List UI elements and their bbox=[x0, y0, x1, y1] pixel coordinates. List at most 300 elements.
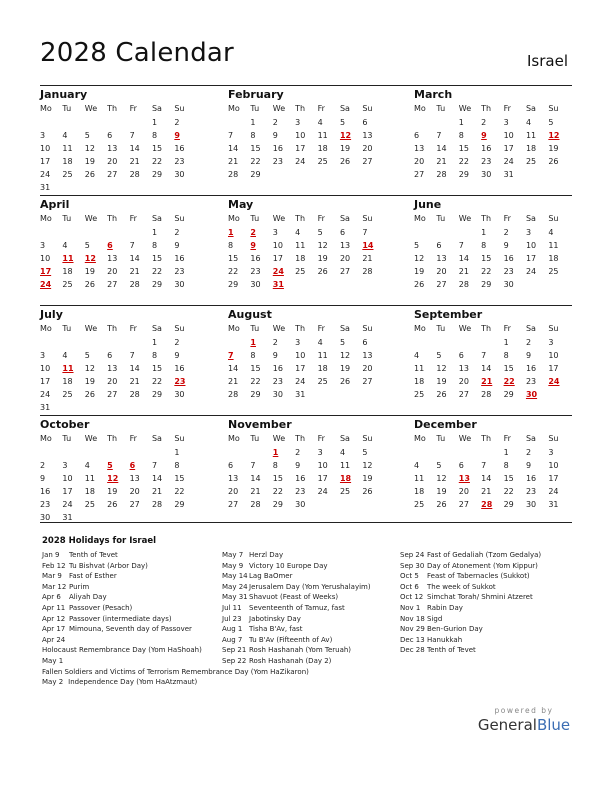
day-cell: 18 bbox=[317, 364, 328, 374]
day-cell: 24 bbox=[525, 267, 537, 277]
day-cell: 29 bbox=[503, 500, 514, 510]
day-cell: 30 bbox=[272, 390, 283, 400]
day-cell: 5 bbox=[436, 351, 442, 361]
day-cell: 16 bbox=[503, 254, 514, 264]
weekday-header: Fr bbox=[503, 104, 511, 113]
weekday-header: Th bbox=[481, 434, 492, 443]
empty-cell bbox=[340, 388, 362, 401]
weekday-header: Mo bbox=[414, 434, 426, 443]
empty-cell bbox=[107, 226, 129, 239]
day-cell: 29 bbox=[481, 280, 492, 290]
weekday-header: We bbox=[458, 104, 472, 113]
holiday-date: Dec 28 bbox=[400, 646, 425, 655]
day-cell: 17 bbox=[295, 364, 306, 374]
weekday-header: Su bbox=[548, 324, 559, 333]
day-cell: 7 bbox=[228, 131, 234, 141]
day-cell: 2 bbox=[272, 118, 278, 127]
empty-cell bbox=[340, 168, 362, 181]
day-cell: 22 bbox=[503, 487, 514, 497]
weekday-header: Sa bbox=[525, 434, 536, 443]
day-cell: 7 bbox=[151, 461, 158, 471]
holiday-day-cell: 9 bbox=[481, 131, 487, 141]
holiday-item bbox=[222, 656, 398, 667]
weekday-header: We bbox=[272, 434, 286, 443]
holiday-day-cell: 11 bbox=[62, 254, 74, 264]
empty-cell bbox=[152, 401, 174, 414]
weekday-header: We bbox=[84, 104, 98, 113]
day-cell: 22 bbox=[151, 377, 163, 387]
divider bbox=[40, 415, 572, 416]
holiday-date: Sep 21 bbox=[222, 646, 247, 655]
day-cell: 27 bbox=[436, 280, 447, 290]
day-cell: 2 bbox=[40, 461, 46, 471]
day-cell: 3 bbox=[272, 228, 278, 237]
day-cell: 27 bbox=[107, 280, 118, 290]
day-cell: 9 bbox=[525, 461, 532, 471]
empty-cell bbox=[62, 336, 84, 349]
empty-cell bbox=[362, 498, 384, 511]
weekday-header: Mo bbox=[228, 434, 240, 443]
month-name: August bbox=[228, 308, 272, 321]
empty-cell bbox=[228, 446, 250, 459]
day-cell: 30 bbox=[295, 500, 306, 510]
weekday-header: Mo bbox=[40, 434, 52, 443]
day-cell: 26 bbox=[84, 280, 95, 290]
day-cell: 23 bbox=[174, 157, 185, 167]
holiday-item bbox=[42, 603, 218, 614]
holiday-date: May 24 bbox=[222, 582, 248, 591]
day-cell: 26 bbox=[107, 500, 118, 510]
day-cell: 27 bbox=[228, 500, 239, 510]
empty-cell bbox=[40, 336, 62, 349]
day-cell: 11 bbox=[62, 144, 73, 154]
day-cell: 12 bbox=[362, 461, 373, 471]
day-cell: 3 bbox=[295, 338, 301, 347]
day-cell: 31 bbox=[40, 403, 51, 413]
day-cell: 27 bbox=[339, 267, 351, 277]
day-cell: 26 bbox=[339, 157, 351, 167]
day-cell: 5 bbox=[317, 228, 323, 237]
month-name: January bbox=[40, 88, 88, 101]
holiday-item bbox=[42, 592, 218, 603]
month-december bbox=[414, 417, 574, 511]
empty-cell bbox=[130, 401, 152, 414]
day-cell: 6 bbox=[414, 131, 420, 141]
empty-cell bbox=[295, 168, 317, 181]
holiday-name: Jerusalem Day (Yom Yerushalayim) bbox=[249, 582, 371, 591]
day-cell: 25 bbox=[62, 170, 73, 180]
weekday-header: Sa bbox=[151, 214, 162, 223]
day-cell: 26 bbox=[84, 170, 95, 180]
day-cell: 26 bbox=[362, 487, 373, 497]
empty-cell bbox=[85, 401, 107, 414]
day-cell: 6 bbox=[458, 461, 464, 471]
day-cell: 1 bbox=[174, 448, 180, 457]
weekday-header: Fr bbox=[317, 104, 325, 113]
empty-cell bbox=[340, 498, 362, 511]
month-april bbox=[40, 197, 200, 291]
holiday-day-cell: 12 bbox=[339, 131, 352, 141]
month-july bbox=[40, 307, 200, 415]
day-cell: 24 bbox=[317, 487, 328, 497]
day-cell: 8 bbox=[503, 351, 509, 361]
day-cell: 19 bbox=[436, 377, 447, 387]
day-cell: 30 bbox=[525, 500, 537, 510]
generalblue-logo[interactable] bbox=[474, 706, 574, 734]
day-cell: 30 bbox=[481, 170, 492, 180]
day-cell: 13 bbox=[129, 474, 140, 484]
day-cell: 9 bbox=[272, 131, 278, 141]
holiday-name: Fast of Esther bbox=[69, 572, 117, 581]
weekday-header: Su bbox=[362, 434, 373, 443]
holiday-day-cell: 31 bbox=[272, 280, 284, 290]
holiday-name: Tu Bishvat (Arbor Day) bbox=[69, 561, 148, 570]
day-cell: 30 bbox=[174, 390, 185, 400]
weekday-header: Fr bbox=[129, 104, 137, 113]
day-cell: 9 bbox=[40, 474, 46, 484]
day-cell: 30 bbox=[40, 513, 51, 523]
day-cell: 23 bbox=[250, 267, 261, 277]
weekday-header: Mo bbox=[40, 214, 52, 223]
day-cell: 15 bbox=[250, 364, 261, 374]
day-cell: 9 bbox=[503, 241, 509, 251]
weekday-header: Su bbox=[174, 104, 185, 113]
day-cell: 25 bbox=[548, 267, 559, 277]
weekday-header: Su bbox=[362, 324, 373, 333]
day-cell: 24 bbox=[295, 157, 306, 167]
holiday-date: Oct 5 bbox=[400, 572, 419, 581]
weekday-header: Su bbox=[548, 104, 559, 113]
day-cell: 29 bbox=[250, 170, 261, 180]
holiday-item bbox=[222, 645, 398, 656]
day-cell: 25 bbox=[414, 390, 425, 400]
holiday-item bbox=[400, 592, 572, 603]
empty-cell bbox=[152, 446, 174, 459]
empty-cell bbox=[340, 278, 362, 291]
brand-name-part2: Blue bbox=[536, 716, 571, 734]
empty-cell bbox=[107, 336, 129, 349]
holiday-day-cell: 6 bbox=[107, 241, 113, 251]
day-cell: 8 bbox=[228, 241, 234, 251]
day-cell: 27 bbox=[107, 170, 118, 180]
empty-cell bbox=[436, 446, 458, 459]
weekday-header: Sa bbox=[339, 214, 350, 223]
day-cell: 14 bbox=[458, 254, 469, 264]
day-cell: 18 bbox=[414, 487, 425, 497]
day-cell: 31 bbox=[40, 183, 51, 193]
day-cell: 18 bbox=[295, 254, 306, 264]
weekday-header: We bbox=[272, 324, 286, 333]
day-cell: 6 bbox=[339, 228, 346, 237]
day-cell: 15 bbox=[458, 144, 469, 154]
day-cell: 17 bbox=[272, 254, 283, 264]
day-cell: 29 bbox=[250, 390, 261, 400]
holiday-name: Rosh Hashanah (Yom Teruah) bbox=[249, 646, 352, 655]
day-cell: 7 bbox=[250, 461, 256, 471]
day-cell: 16 bbox=[174, 144, 185, 154]
day-cell: 18 bbox=[62, 267, 73, 277]
day-cell: 20 bbox=[362, 364, 373, 374]
day-cell: 26 bbox=[548, 157, 559, 167]
day-cell: 12 bbox=[436, 474, 447, 484]
day-cell: 5 bbox=[339, 118, 346, 127]
day-cell: 25 bbox=[62, 280, 73, 290]
day-cell: 12 bbox=[414, 254, 425, 264]
day-cell: 18 bbox=[62, 157, 73, 167]
weekday-header: Tu bbox=[62, 434, 72, 443]
weekday-header: We bbox=[458, 324, 472, 333]
day-cell: 31 bbox=[548, 500, 559, 510]
holiday-name: Mimouna, Seventh day of Passover bbox=[69, 625, 192, 634]
holiday-item bbox=[42, 614, 218, 625]
day-cell: 23 bbox=[503, 267, 514, 277]
day-cell: 2 bbox=[481, 118, 487, 127]
day-cell: 21 bbox=[151, 487, 163, 497]
weekday-header: Mo bbox=[40, 104, 52, 113]
day-cell: 12 bbox=[84, 144, 95, 154]
day-cell: 14 bbox=[228, 144, 239, 154]
day-cell: 19 bbox=[339, 144, 351, 154]
day-cell: 2 bbox=[174, 228, 180, 237]
day-cell: 14 bbox=[250, 474, 261, 484]
day-cell: 3 bbox=[548, 448, 554, 457]
holiday-name: Day of Atonement (Yom Kippur) bbox=[427, 561, 538, 570]
holiday-item bbox=[400, 550, 572, 561]
holiday-item bbox=[222, 603, 398, 614]
day-cell: 25 bbox=[525, 157, 537, 167]
holiday-date: Apr 17 bbox=[42, 625, 66, 634]
day-cell: 3 bbox=[525, 228, 532, 237]
day-cell: 9 bbox=[174, 351, 180, 361]
holiday-date: May 31 bbox=[222, 593, 248, 602]
holiday-item bbox=[42, 550, 218, 561]
weekday-header: Tu bbox=[250, 104, 260, 113]
weekday-header: Tu bbox=[62, 324, 72, 333]
day-cell: 18 bbox=[317, 144, 328, 154]
weekday-header: Th bbox=[481, 214, 492, 223]
day-cell: 14 bbox=[436, 144, 447, 154]
day-cell: 25 bbox=[339, 487, 351, 497]
weekday-header: Th bbox=[295, 214, 306, 223]
day-cell: 3 bbox=[317, 448, 323, 457]
empty-cell bbox=[250, 446, 272, 459]
day-cell: 26 bbox=[436, 390, 447, 400]
day-cell: 30 bbox=[174, 170, 185, 180]
weekday-header: Mo bbox=[414, 104, 426, 113]
empty-cell bbox=[130, 446, 152, 459]
day-cell: 21 bbox=[481, 487, 492, 497]
day-cell: 25 bbox=[317, 377, 328, 387]
holiday-name: Aliyah Day bbox=[69, 593, 107, 602]
day-cell: 23 bbox=[481, 157, 492, 167]
holiday-item bbox=[222, 624, 398, 635]
day-cell: 15 bbox=[250, 144, 261, 154]
month-name: December bbox=[414, 418, 477, 431]
day-cell: 30 bbox=[250, 280, 261, 290]
day-cell: 20 bbox=[458, 487, 469, 497]
holiday-day-cell: 13 bbox=[458, 474, 470, 484]
empty-cell bbox=[481, 446, 503, 459]
weekday-header: Tu bbox=[62, 104, 72, 113]
empty-cell bbox=[526, 168, 548, 181]
empty-cell bbox=[130, 511, 152, 524]
empty-cell bbox=[85, 336, 107, 349]
day-cell: 16 bbox=[272, 364, 283, 374]
weekday-header: We bbox=[84, 324, 98, 333]
powered-by-text: powered by bbox=[494, 706, 554, 715]
day-cell: 31 bbox=[295, 390, 306, 400]
month-name: March bbox=[414, 88, 453, 101]
empty-cell bbox=[228, 116, 250, 129]
holiday-date: Jan 9 bbox=[42, 551, 60, 559]
day-cell: 22 bbox=[151, 267, 163, 277]
empty-cell bbox=[85, 511, 107, 524]
day-cell: 19 bbox=[317, 254, 328, 264]
month-grid bbox=[40, 212, 200, 291]
day-cell: 5 bbox=[84, 351, 90, 361]
day-cell: 5 bbox=[84, 131, 90, 141]
day-cell: 4 bbox=[317, 118, 323, 127]
day-cell: 3 bbox=[548, 338, 554, 347]
day-cell: 23 bbox=[525, 377, 537, 387]
month-grid bbox=[414, 102, 574, 181]
month-name: October bbox=[40, 418, 90, 431]
day-cell: 2 bbox=[295, 448, 301, 457]
empty-cell bbox=[414, 336, 436, 349]
weekday-header: Sa bbox=[339, 324, 350, 333]
holiday-item bbox=[42, 561, 218, 572]
day-cell: 11 bbox=[295, 241, 306, 251]
holiday-day-cell: 28 bbox=[481, 500, 493, 510]
day-cell: 21 bbox=[129, 157, 140, 167]
empty-cell bbox=[62, 446, 84, 459]
day-cell: 27 bbox=[107, 390, 118, 400]
day-cell: 4 bbox=[62, 131, 68, 141]
weekday-header: Th bbox=[295, 434, 306, 443]
day-cell: 1 bbox=[458, 118, 464, 127]
holiday-date: May 1 bbox=[42, 656, 64, 665]
holiday-date: Jul 11 bbox=[222, 603, 242, 612]
day-cell: 6 bbox=[107, 131, 113, 141]
weekday-header: Tu bbox=[436, 104, 446, 113]
holiday-date: Aug 7 bbox=[222, 635, 243, 644]
day-cell: 13 bbox=[362, 131, 373, 141]
day-cell: 17 bbox=[503, 144, 514, 154]
day-cell: 6 bbox=[362, 338, 368, 347]
day-cell: 16 bbox=[40, 487, 51, 497]
weekday-header: Fr bbox=[129, 214, 137, 223]
day-cell: 24 bbox=[503, 157, 514, 167]
holiday-date: Apr 6 bbox=[42, 593, 61, 602]
empty-cell bbox=[130, 181, 152, 194]
day-cell: 13 bbox=[362, 351, 373, 361]
holiday-date: Apr 11 bbox=[42, 603, 66, 612]
day-cell: 23 bbox=[272, 377, 283, 387]
day-cell: 7 bbox=[481, 351, 487, 361]
day-cell: 8 bbox=[272, 461, 278, 471]
holiday-date: May 14 bbox=[222, 572, 248, 581]
day-cell: 4 bbox=[84, 461, 90, 471]
day-cell: 25 bbox=[414, 500, 425, 510]
empty-cell bbox=[548, 388, 570, 401]
day-cell: 28 bbox=[151, 500, 163, 510]
day-cell: 21 bbox=[228, 157, 239, 167]
empty-cell bbox=[152, 511, 174, 524]
weekday-header: Th bbox=[107, 324, 118, 333]
day-cell: 30 bbox=[503, 280, 514, 290]
weekday-header: Tu bbox=[250, 324, 260, 333]
day-cell: 21 bbox=[228, 377, 239, 387]
day-cell: 20 bbox=[107, 157, 118, 167]
empty-cell bbox=[318, 388, 340, 401]
day-cell: 7 bbox=[129, 351, 135, 361]
day-cell: 20 bbox=[107, 267, 118, 277]
month-grid bbox=[228, 322, 388, 401]
day-cell: 10 bbox=[40, 364, 51, 374]
day-cell: 17 bbox=[40, 157, 51, 167]
day-cell: 4 bbox=[339, 448, 346, 457]
day-cell: 29 bbox=[272, 500, 283, 510]
day-cell: 17 bbox=[317, 474, 328, 484]
holiday-name: Rosh Hashanah (Day 2) bbox=[249, 656, 332, 665]
holiday-item bbox=[42, 677, 218, 688]
day-cell: 8 bbox=[481, 241, 487, 251]
page-title: 2028 Calendar bbox=[40, 38, 234, 68]
day-cell: 12 bbox=[339, 351, 351, 361]
day-cell: 10 bbox=[317, 461, 328, 471]
holiday-item bbox=[400, 561, 572, 572]
day-cell: 24 bbox=[62, 500, 73, 510]
weekday-header: Fr bbox=[317, 434, 325, 443]
day-cell: 31 bbox=[62, 513, 73, 523]
day-cell: 5 bbox=[548, 118, 554, 127]
holiday-date: Sep 24 bbox=[400, 551, 425, 559]
day-cell: 28 bbox=[228, 390, 239, 400]
day-cell: 9 bbox=[525, 351, 532, 361]
empty-cell bbox=[548, 278, 570, 291]
day-cell: 21 bbox=[362, 254, 373, 264]
day-cell: 28 bbox=[481, 390, 492, 400]
empty-cell bbox=[459, 226, 481, 239]
weekday-header: Th bbox=[481, 104, 492, 113]
month-grid bbox=[414, 322, 574, 401]
weekday-header: Th bbox=[295, 104, 306, 113]
day-cell: 20 bbox=[362, 144, 373, 154]
day-cell: 12 bbox=[317, 241, 328, 251]
holiday-date: Nov 1 bbox=[400, 603, 421, 612]
day-cell: 11 bbox=[414, 474, 425, 484]
holiday-name: Feast of Tabernacles (Sukkot) bbox=[427, 572, 530, 581]
holiday-name: Hanukkah bbox=[427, 635, 463, 644]
weekday-header: Mo bbox=[228, 324, 240, 333]
empty-cell bbox=[85, 116, 107, 129]
holiday-item bbox=[400, 603, 572, 614]
empty-cell bbox=[174, 181, 196, 194]
weekday-header: Sa bbox=[339, 104, 350, 113]
day-cell: 25 bbox=[84, 500, 95, 510]
holiday-day-cell: 14 bbox=[362, 241, 374, 251]
weekday-header: Su bbox=[548, 434, 559, 443]
month-grid bbox=[40, 322, 200, 415]
weekday-header: Sa bbox=[525, 214, 536, 223]
month-may bbox=[228, 197, 388, 291]
day-cell: 8 bbox=[174, 461, 180, 471]
day-cell: 20 bbox=[414, 157, 425, 167]
holiday-day-cell: 17 bbox=[40, 267, 52, 277]
empty-cell bbox=[362, 388, 384, 401]
month-august bbox=[228, 307, 388, 401]
day-cell: 25 bbox=[317, 157, 328, 167]
